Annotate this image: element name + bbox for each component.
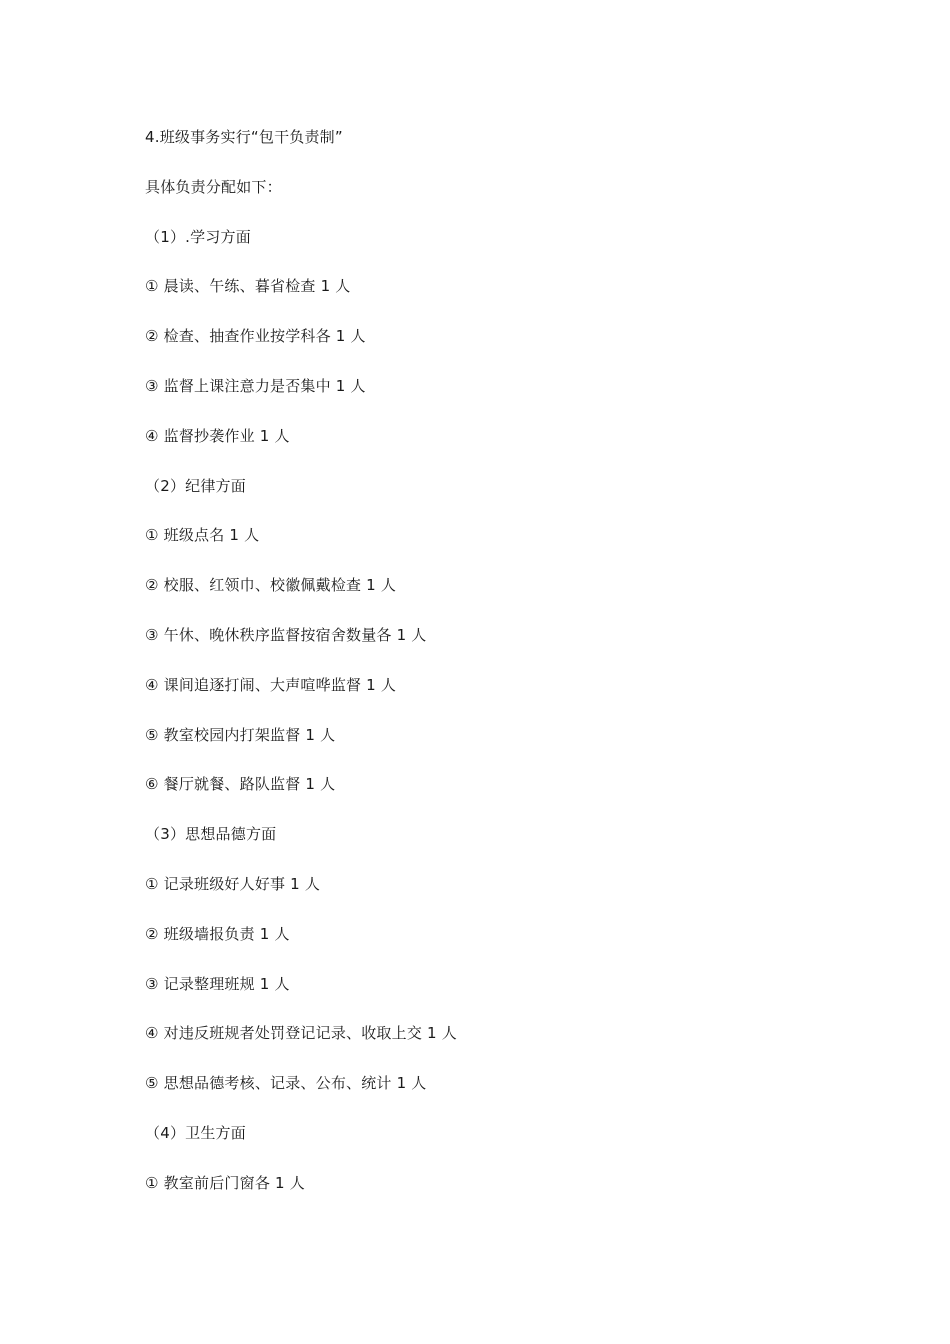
section-title: 4.班级事务实行“包干负责制” xyxy=(145,128,343,146)
list-item: ③ 记录整理班规 1 人 xyxy=(145,974,290,993)
section-heading-hygiene: （4）卫生方面 xyxy=(145,1123,246,1142)
list-item: ② 校服、红领巾、校徽佩戴检查 1 人 xyxy=(145,576,397,595)
list-item: ④ 对违反班规者处罚登记记录、收取上交 1 人 xyxy=(145,1024,457,1043)
list-item: ① 班级点名 1 人 xyxy=(145,526,260,545)
intro-text: 具体负责分配如下： xyxy=(145,177,282,196)
list-item: ⑤ 教室校园内打架监督 1 人 xyxy=(145,725,336,744)
list-item: ① 教室前后门窗各 1 人 xyxy=(145,1173,305,1192)
list-item: ③ 监督上课注意力是否集中 1 人 xyxy=(145,376,366,395)
list-item: ② 班级墙报负责 1 人 xyxy=(145,924,290,943)
section-heading-morality: （3）思想品德方面 xyxy=(145,825,277,844)
section-heading-discipline: （2）纪律方面 xyxy=(145,476,246,495)
list-item: ② 检查、抽查作业按学科各 1 人 xyxy=(145,327,366,346)
list-item: ④ 课间追逐打闹、大声喧哗监督 1 人 xyxy=(145,675,397,694)
list-item: ① 记录班级好人好事 1 人 xyxy=(145,874,321,893)
list-item: ③ 午休、晚休秩序监督按宿舍数量各 1 人 xyxy=(145,625,427,644)
list-item: ⑤ 思想品德考核、记录、公布、统计 1 人 xyxy=(145,1074,427,1093)
list-item: ⑥ 餐厅就餐、路队监督 1 人 xyxy=(145,775,336,794)
list-item: ① 晨读、午练、暮省检查 1 人 xyxy=(145,277,351,296)
document-body xyxy=(145,126,845,1222)
section-heading-study: （1）.学习方面 xyxy=(145,227,251,246)
list-item: ④ 监督抄袭作业 1 人 xyxy=(145,426,290,445)
